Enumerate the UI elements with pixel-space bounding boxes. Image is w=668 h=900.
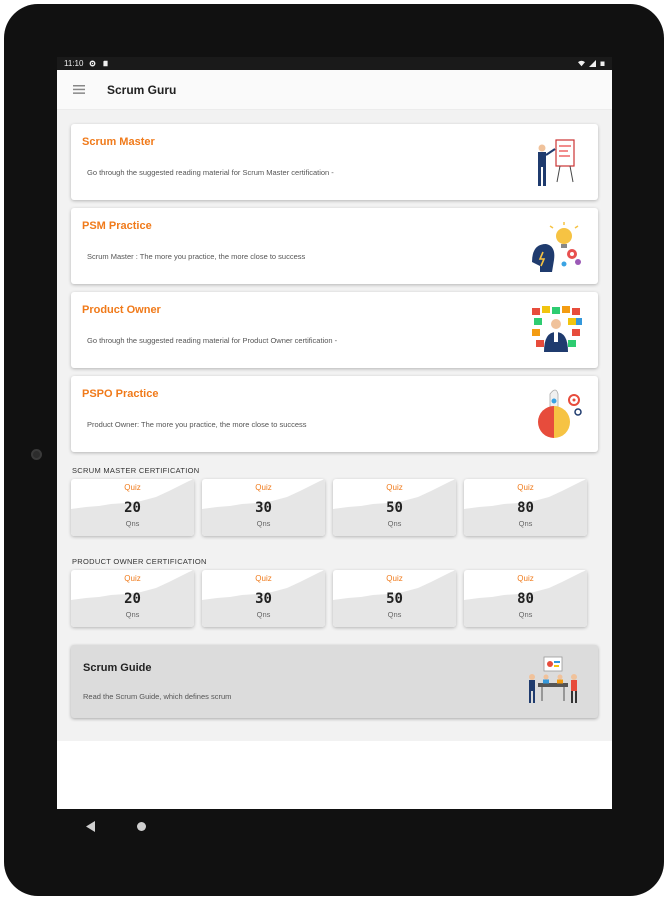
quiz-unit: Qns xyxy=(518,610,533,619)
wifi-icon xyxy=(578,60,585,67)
scrum-master-card[interactable] xyxy=(71,124,598,200)
quiz-question-count: 30 xyxy=(255,591,272,607)
hamburger-menu-icon xyxy=(73,85,85,94)
card-description: Scrum Master : The more you practice, the more close to success xyxy=(87,252,306,261)
quiz-unit: Qns xyxy=(256,610,271,619)
quiz-question-count: 50 xyxy=(386,500,403,516)
product-owner-card[interactable] xyxy=(71,292,598,368)
app-bar xyxy=(57,70,612,110)
product-owner-certification-heading: PRODUCT OWNER CERTIFICATION xyxy=(72,557,207,566)
quiz-label: Quiz xyxy=(255,574,272,583)
quiz-label: Quiz xyxy=(386,483,403,492)
scrum-guide-description: Read the Scrum Guide, which defines scrum xyxy=(83,692,232,701)
po-quiz-50-tile[interactable] xyxy=(333,570,456,627)
product-owner-quiz-row xyxy=(71,570,598,627)
sm-quiz-80-tile[interactable] xyxy=(464,479,587,536)
psm-practice-card[interactable] xyxy=(71,208,598,284)
quiz-question-count: 30 xyxy=(255,500,272,516)
sticky-notes-board-illustration-icon xyxy=(528,302,584,360)
quiz-question-count: 20 xyxy=(124,500,141,516)
scrum-master-certification-heading: SCRUM MASTER CERTIFICATION xyxy=(72,466,200,475)
scrum-master-quiz-row xyxy=(71,479,598,536)
po-quiz-20-tile[interactable] xyxy=(71,570,194,627)
card-description: Product Owner: The more you practice, the more close to success xyxy=(87,420,307,429)
sm-quiz-20-tile[interactable] xyxy=(71,479,194,536)
po-quiz-80-tile[interactable] xyxy=(464,570,587,627)
status-time: 11:10 xyxy=(64,59,84,68)
quiz-question-count: 80 xyxy=(517,500,534,516)
quiz-unit: Qns xyxy=(125,519,140,528)
gear-icon xyxy=(89,60,96,67)
presenter-illustration-icon xyxy=(528,134,584,192)
quiz-label: Quiz xyxy=(124,483,141,492)
sm-quiz-30-tile[interactable] xyxy=(202,479,325,536)
quiz-unit: Qns xyxy=(387,610,402,619)
scrum-guide-card[interactable] xyxy=(71,645,598,718)
quiz-label: Quiz xyxy=(517,483,534,492)
pspo-practice-card[interactable] xyxy=(71,376,598,452)
quiz-label: Quiz xyxy=(517,574,534,583)
quiz-label: Quiz xyxy=(124,574,141,583)
card-description: Go through the suggested reading material for Scrum Master certification - xyxy=(87,168,334,177)
app-title: Scrum Guru xyxy=(107,82,177,97)
sd-card-icon xyxy=(102,60,109,67)
card-title: Scrum Master xyxy=(82,136,155,148)
system-nav-bar xyxy=(57,809,612,849)
status-bar xyxy=(57,57,612,70)
sm-quiz-50-tile[interactable] xyxy=(333,479,456,536)
quiz-question-count: 80 xyxy=(517,591,534,607)
brain-lightbulb-illustration-icon xyxy=(528,218,584,276)
menu-button[interactable] xyxy=(57,70,101,110)
home-circle-icon[interactable] xyxy=(137,822,146,831)
po-quiz-30-tile[interactable] xyxy=(202,570,325,627)
quiz-unit: Qns xyxy=(256,519,271,528)
quiz-unit: Qns xyxy=(125,610,140,619)
quiz-question-count: 20 xyxy=(124,591,141,607)
scrum-guide-title: Scrum Guide xyxy=(83,662,152,674)
quiz-label: Quiz xyxy=(255,483,272,492)
back-triangle-icon[interactable] xyxy=(86,821,95,832)
card-description: Go through the suggested reading material for Product Owner certification - xyxy=(87,336,338,345)
quiz-label: Quiz xyxy=(386,574,403,583)
quiz-unit: Qns xyxy=(387,519,402,528)
team-meeting-illustration-icon xyxy=(524,653,582,709)
main-content xyxy=(57,110,612,741)
card-title: PSPO Practice xyxy=(82,388,159,400)
card-title: PSM Practice xyxy=(82,220,152,232)
rocket-head-illustration-icon xyxy=(528,386,584,444)
app-screen xyxy=(57,57,612,809)
cellular-signal-icon xyxy=(589,60,596,67)
front-camera xyxy=(31,449,42,460)
card-title: Product Owner xyxy=(82,304,161,316)
battery-icon xyxy=(600,60,605,67)
quiz-unit: Qns xyxy=(518,519,533,528)
quiz-question-count: 50 xyxy=(386,591,403,607)
